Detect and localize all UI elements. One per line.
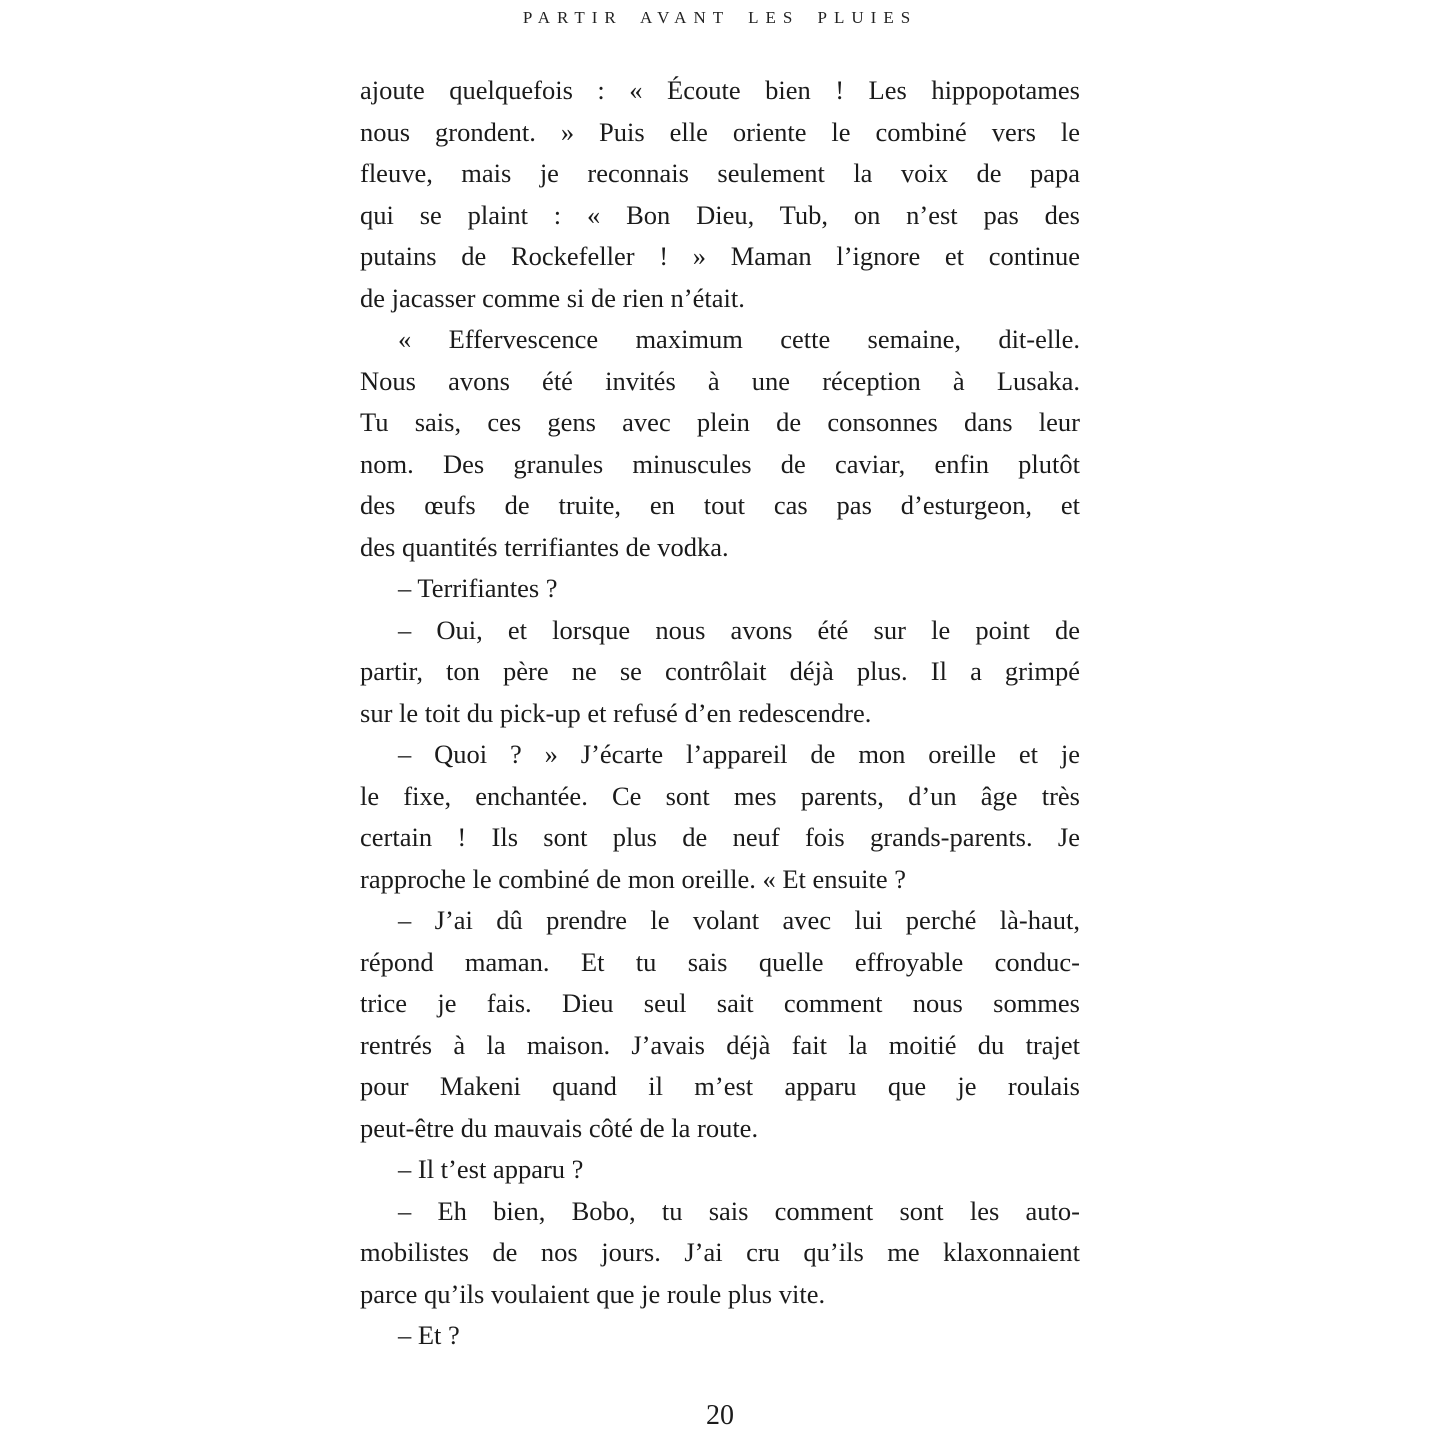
body-line: certain ! Ils sont plus de neuf fois grands-parents. Je <box>360 822 1080 852</box>
paragraph <box>360 1315 1080 1357</box>
body-line: pour Makeni quand il m’est apparu que je roulais <box>360 1071 1080 1101</box>
body-line: – Quoi ? » J’écarte l’appareil de mon oreille et je <box>398 739 1080 769</box>
paragraph <box>360 1149 1080 1191</box>
body-line: mobilistes de nos jours. J’ai cru qu’ils me klaxonnaient <box>360 1237 1080 1267</box>
body-line: de jacasser comme si de rien n’était. <box>360 282 745 313</box>
body-line: parce qu’ils voulaient que je roule plus vite. <box>360 1278 826 1309</box>
body-line: rapproche le combiné de mon oreille. « Et ensuite ? <box>360 863 906 894</box>
body-line: peut-être du mauvais côté de la route. <box>360 1112 759 1143</box>
page-body <box>360 70 1080 1357</box>
body-line: des œufs de truite, en tout cas pas d’esturgeon, et <box>360 490 1080 520</box>
body-line: qui se plaint : « Bon Dieu, Tub, on n’est pas des <box>360 199 1080 230</box>
body-line: – Oui, et lorsque nous avons été sur le point de <box>398 614 1080 645</box>
body-line: ajoute quelquefois : « Écoute bien ! Les hippopotames <box>360 75 1080 105</box>
body-line: – Terrifiantes ? <box>398 573 558 603</box>
body-line: Tu sais, ces gens avec plein de consonnes dans leur <box>360 407 1080 437</box>
body-line: fleuve, mais je reconnais seulement la voix de papa <box>360 158 1080 188</box>
body-line: trice je fais. Dieu seul sait comment nous sommes <box>360 988 1080 1018</box>
paragraph <box>360 610 1080 735</box>
paragraph <box>360 1191 1080 1316</box>
body-line: nom. Des granules minuscules de caviar, enfin plutôt <box>360 448 1080 479</box>
body-line: répond maman. Et tu sais quelle effroyable conduc- <box>360 946 1080 977</box>
body-line: Nous avons été invités à une réception à Lusaka. <box>360 365 1080 396</box>
body-line: des quantités terrifiantes de vodka. <box>360 531 729 562</box>
body-line: sur le toit du pick-up et refusé d’en redescendre. <box>360 697 872 728</box>
paragraph <box>360 734 1080 900</box>
body-line: – Il t’est apparu ? <box>398 1154 584 1184</box>
paragraph <box>360 900 1080 1149</box>
body-line: – Eh bien, Bobo, tu sais comment sont les auto- <box>398 1195 1080 1226</box>
paragraph <box>360 319 1080 568</box>
running-header: PARTIR AVANT LES PLUIES <box>522 8 918 27</box>
body-line: le fixe, enchantée. Ce sont mes parents, d’un âge très <box>360 780 1080 811</box>
body-line: nous grondent. » Puis elle oriente le combiné vers le <box>360 116 1080 147</box>
paragraph <box>360 568 1080 610</box>
paragraph <box>360 70 1080 319</box>
body-line: « Effervescence maximum cette semaine, dit-elle. <box>398 324 1080 354</box>
page-number: 20 <box>706 1400 734 1431</box>
body-line: putains de Rockefeller ! » Maman l’ignore et continue <box>360 241 1080 271</box>
body-line: – Et ? <box>398 1320 460 1350</box>
body-line: rentrés à la maison. J’avais déjà fait la moitié du trajet <box>360 1029 1080 1060</box>
body-line: partir, ton père ne se contrôlait déjà plus. Il a grimpé <box>360 656 1080 686</box>
body-line: – J’ai dû prendre le volant avec lui perché là-haut, <box>398 905 1080 935</box>
